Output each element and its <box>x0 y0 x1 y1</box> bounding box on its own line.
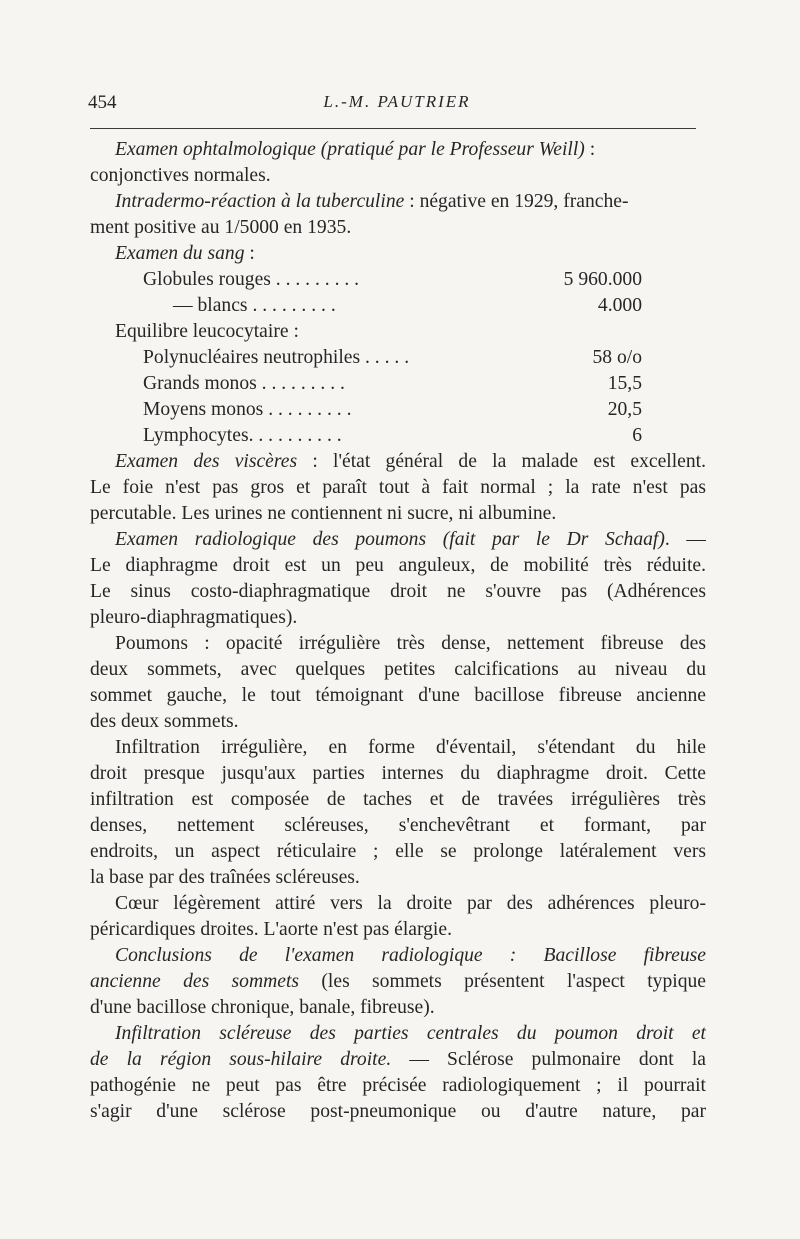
blood-row-rouges: Globules rouges . . . . . . . . . 5 960.000 <box>143 269 642 290</box>
infiltration-line-4: denses, nettement scléreuses, s'enchevêtrant et formant, par <box>90 815 706 836</box>
table-row: Polynucléaires neutrophiles . . . . . 58 o/o <box>143 347 642 368</box>
radio-heading: Examen radiologique des poumons (fait par le Dr Schaaf) <box>115 529 665 550</box>
infiltration-scl-line-3: pathogénie ne peut pas être précisée radiologiquement ; il pourrait <box>90 1075 706 1096</box>
blood-row-blancs: — blancs . . . . . . . . . 4.000 <box>173 295 642 316</box>
coeur-line-2: péricardiques droites. L'aorte n'est pas élargie. <box>90 919 452 940</box>
header-rule <box>90 128 696 129</box>
infiltration-scl-heading: Infiltration scléreuse des parties centrales du poumon droit et <box>115 1023 706 1044</box>
sang-heading: Examen du sang <box>115 243 245 264</box>
visceres-heading: Examen des viscères <box>115 451 298 472</box>
conclusions-line-3: d'une bacillose chronique, banale, fibreuse). <box>90 997 435 1018</box>
infiltration-line-6: la base par des traînées scléreuses. <box>90 867 360 888</box>
table-row: Grands monos . . . . . . . . . 15,5 <box>143 373 642 394</box>
radio-line-2: Le diaphragme droit est un peu anguleux, de mobilité très réduite. <box>90 555 706 576</box>
poumons-line-3: sommet gauche, le tout témoignant d'une bacillose fibreuse ancienne <box>90 685 706 706</box>
ophtalmo-line-1: Examen ophtalmologique (pratiqué par le Professeur Weill) : <box>115 139 596 160</box>
infiltration-line-5: endroits, un aspect réticulaire ; elle se prolonge latéralement vers <box>90 841 706 862</box>
ophtalmo-heading: Examen ophtalmologique (pratiqué par le Professeur Weill) <box>115 139 585 160</box>
sang-heading-line: Examen du sang : <box>115 243 255 264</box>
radio-line-3: Le sinus costo-diaphragmatique droit ne s'ouvre pas (Adhérences <box>90 581 706 602</box>
intradermo-heading: Intradermo-réaction à la tuberculine <box>115 191 405 212</box>
poumons-line-1: Poumons : opacité irrégulière très dense, nettement fibreuse des <box>115 633 706 654</box>
radio-line-1: Examen radiologique des poumons (fait par le Dr Schaaf). — <box>115 529 706 550</box>
coeur-line-1: Cœur légèrement attiré vers la droite par des adhérences pleuro- <box>115 893 706 914</box>
infiltration-scl-line-1 <box>90 1021 706 1047</box>
infiltration-line-3: infiltration est composée de taches et de travées irrégulières très <box>90 789 706 810</box>
page-number: 454 <box>88 92 117 113</box>
visceres-line-3: percutable. Les urines ne contiennent ni sucre, ni albumine. <box>90 503 557 524</box>
table-row: Moyens monos . . . . . . . . . 20,5 <box>143 399 642 420</box>
running-head: L.-M. PAUTRIER <box>323 92 471 111</box>
intradermo-line-2: ment positive au 1/5000 en 1935. <box>90 217 352 238</box>
poumons-line-4: des deux sommets. <box>90 711 239 732</box>
conclusions-line-2: ancienne des sommets (les sommets présentent l'aspect typique <box>90 971 706 992</box>
conclusions-heading: Conclusions de l'examen radiologique : Bacillose fibreuse <box>115 945 706 966</box>
conclusions-line-1 <box>90 943 706 969</box>
infiltration-scl-line-4: s'agir d'une sclérose post-pneumonique ou d'autre nature, par <box>90 1101 706 1122</box>
infiltration-scl-line-2: de la région sous-hilaire droite. — Sclérose pulmonaire dont la <box>90 1049 706 1070</box>
page-header <box>88 92 706 120</box>
visceres-line-2: Le foie n'est pas gros et paraît tout à fait normal ; la rate n'est pas <box>90 477 706 498</box>
ophtalmo-line-2: conjonctives normales. <box>90 165 271 186</box>
page-body <box>90 137 706 1125</box>
visceres-line-1: Examen des viscères : l'état général de la malade est excellent. <box>115 451 706 472</box>
radio-line-4: pleuro-diaphragmatiques). <box>90 607 298 628</box>
table-row: Lymphocytes. . . . . . . . . . 6 <box>143 425 642 446</box>
equilibre-line: Equilibre leucocytaire : <box>115 321 299 342</box>
infiltration-line-1: Infiltration irrégulière, en forme d'éventail, s'étendant du hile <box>115 737 706 758</box>
infiltration-line-2: droit presque jusqu'aux parties internes du diaphragme droit. Cette <box>90 763 706 784</box>
poumons-line-2: deux sommets, avec quelques petites calcifications au niveau du <box>90 659 706 680</box>
intradermo-line-1: Intradermo-réaction à la tuberculine : négative en 1929, franche- <box>115 191 629 212</box>
